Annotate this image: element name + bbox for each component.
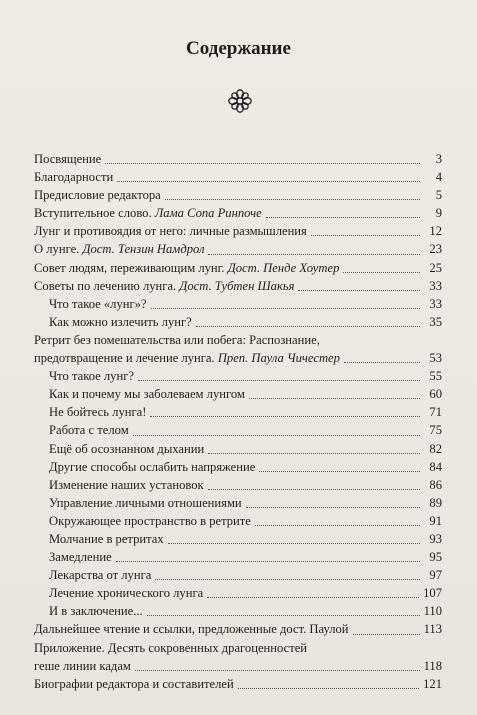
toc-entry[interactable] bbox=[34, 403, 442, 421]
dot-leader bbox=[344, 362, 420, 363]
dot-leader bbox=[311, 235, 420, 236]
toc-page-number: 95 bbox=[429, 550, 442, 565]
dot-leader bbox=[196, 326, 420, 327]
dot-leader bbox=[343, 272, 420, 273]
toc-entry[interactable] bbox=[34, 512, 442, 530]
dot-leader bbox=[266, 217, 420, 218]
dot-leader bbox=[255, 525, 420, 526]
dot-leader bbox=[208, 453, 420, 454]
toc-page-number: 3 bbox=[435, 152, 442, 166]
toc-entry[interactable] bbox=[34, 620, 442, 638]
toc-entry-text: Лечение хронического лунга bbox=[49, 586, 204, 601]
toc-page-number: 23 bbox=[429, 242, 442, 257]
toc-entry-text: Замедление bbox=[49, 550, 112, 565]
dot-leader bbox=[298, 290, 420, 291]
toc-entry[interactable] bbox=[34, 204, 442, 222]
dot-leader bbox=[208, 489, 420, 490]
toc-page-number: 60 bbox=[429, 387, 442, 402]
toc-page-number: 55 bbox=[429, 369, 442, 384]
toc-page-number: 35 bbox=[429, 314, 442, 329]
dot-leader bbox=[168, 543, 420, 544]
toc-entry[interactable] bbox=[34, 584, 442, 602]
toc-entry[interactable] bbox=[34, 259, 442, 277]
toc-entry-text: Другие способы ослабить напряжение bbox=[49, 459, 256, 474]
toc-page-number: 91 bbox=[429, 513, 442, 528]
toc-page-number: 107 bbox=[423, 586, 442, 601]
toc-entry-text: Лекарства от лунга bbox=[49, 568, 152, 583]
toc-entry-author: Преп. Паула Чичестер bbox=[217, 351, 340, 366]
toc-entry[interactable] bbox=[34, 602, 442, 620]
toc-entry-text: Что такое «лунг»? bbox=[49, 296, 147, 311]
dot-leader bbox=[117, 181, 420, 182]
toc-page-number: 9 bbox=[435, 206, 442, 221]
toc-entry-text: Лунг и противоядия от него: личные размышления bbox=[34, 224, 307, 239]
dot-leader bbox=[238, 688, 419, 689]
dot-leader bbox=[246, 507, 420, 508]
toc-entry-text: Окружающее пространство в ретрите bbox=[49, 513, 251, 528]
toc-entry-text: Предисловие редактора bbox=[34, 188, 161, 203]
toc-entry[interactable] bbox=[34, 421, 442, 439]
toc-entry-text: Благодарности bbox=[34, 170, 114, 185]
toc-page-number: 86 bbox=[429, 477, 442, 492]
toc-entry-text: Как и почему мы заболеваем лунгом bbox=[49, 387, 245, 402]
toc-entry[interactable] bbox=[34, 530, 442, 548]
toc-entry-text: Биографии редактора и составителей bbox=[34, 676, 234, 691]
toc-entry-text: Не бойтесь лунга! bbox=[49, 405, 147, 420]
toc-entry-text: Приложение. Десять сокровенных драгоценностей bbox=[34, 640, 308, 655]
toc-entry-retreat[interactable] bbox=[34, 331, 442, 367]
toc-entry[interactable] bbox=[34, 458, 442, 476]
dot-leader bbox=[150, 416, 420, 417]
toc-entry-text: Посвящение bbox=[34, 152, 102, 166]
toc-entry-biographies[interactable] bbox=[34, 675, 442, 693]
toc-entry[interactable] bbox=[34, 277, 442, 295]
toc-entry-text: Что такое лунг? bbox=[49, 369, 134, 384]
dot-leader bbox=[207, 597, 419, 598]
toc-page-number: 4 bbox=[435, 170, 442, 185]
dot-leader bbox=[165, 199, 420, 200]
toc-page-number: 5 bbox=[435, 188, 442, 203]
toc-entry-text: Молчание в ретритах bbox=[49, 531, 164, 546]
dot-leader bbox=[259, 471, 420, 472]
toc-entry-text: О лунге. bbox=[34, 242, 83, 257]
toc-page-number: 97 bbox=[429, 568, 442, 583]
toc-entry-text: Управление личными отношениями bbox=[49, 495, 242, 510]
toc-entry-text: Дальнейшее чтение и ссылки, предложенные дост. Паулой bbox=[34, 622, 349, 637]
flower-ornament-icon bbox=[227, 88, 253, 114]
toc-entry-author: Дост. Тензин Намдрол bbox=[82, 242, 205, 257]
toc-entry-author: Дост. Тубтен Шакья bbox=[179, 278, 295, 293]
toc-page-number: 82 bbox=[429, 441, 442, 456]
dot-leader bbox=[138, 380, 420, 381]
dot-leader bbox=[208, 254, 420, 255]
toc-entry[interactable] bbox=[34, 566, 442, 584]
toc-entry[interactable] bbox=[34, 186, 442, 204]
dot-leader bbox=[133, 435, 420, 436]
toc-page-number: 110 bbox=[423, 604, 442, 619]
toc-page-number: 118 bbox=[423, 658, 442, 673]
toc-entry[interactable] bbox=[34, 240, 442, 258]
toc-entry[interactable] bbox=[34, 313, 442, 331]
toc-entry-text: И в заключение... bbox=[49, 604, 143, 619]
table-of-contents bbox=[34, 150, 442, 693]
toc-entry[interactable] bbox=[34, 476, 442, 494]
toc-entry-text: Ретрит без помешательства или побега: Распознание, bbox=[34, 332, 320, 347]
toc-page-number: 93 bbox=[429, 531, 442, 546]
toc-entry[interactable] bbox=[34, 168, 442, 186]
toc-page-number: 75 bbox=[429, 423, 442, 438]
toc-entry[interactable] bbox=[34, 440, 442, 458]
toc-entry[interactable] bbox=[34, 494, 442, 512]
toc-entry-text: Ещё об осознанном дыхании bbox=[49, 441, 205, 456]
toc-entry-text: Совет людям, переживающим лунг. bbox=[34, 260, 228, 275]
toc-page-number: 71 bbox=[429, 405, 442, 420]
toc-entry-appendix[interactable] bbox=[34, 639, 442, 675]
dot-leader bbox=[155, 579, 420, 580]
toc-entry[interactable] bbox=[34, 222, 442, 240]
toc-entry[interactable] bbox=[34, 295, 442, 313]
toc-page-number: 25 bbox=[429, 260, 442, 275]
dot-leader bbox=[151, 308, 420, 309]
toc-page-number: 113 bbox=[423, 622, 442, 637]
toc-page-number: 84 bbox=[429, 459, 442, 474]
toc-entry-author: Дост. Пенде Хоутер bbox=[227, 260, 340, 275]
page-title: Содержание bbox=[186, 38, 291, 59]
toc-entry-text: Работа с телом bbox=[49, 423, 129, 438]
toc-entry-text: геше линии кадам bbox=[34, 658, 131, 673]
dot-leader bbox=[249, 398, 420, 399]
dot-leader bbox=[105, 163, 420, 164]
toc-entry-text: предотвращение и лечение лунга. bbox=[34, 351, 218, 366]
toc-page-number: 12 bbox=[429, 224, 442, 239]
toc-page-number: 121 bbox=[423, 676, 442, 691]
toc-page-number: 33 bbox=[429, 296, 442, 311]
dot-leader bbox=[135, 670, 420, 671]
toc-entry-author: Лама Сопа Ринпоче bbox=[154, 206, 262, 221]
toc-page-number: 53 bbox=[429, 351, 442, 366]
dot-leader bbox=[116, 561, 420, 562]
toc-entry-text: Вступительное слово. bbox=[34, 206, 155, 221]
toc-entry-text: Как можно излечить лунг? bbox=[49, 314, 192, 329]
dot-leader bbox=[147, 615, 420, 616]
toc-page-number: 33 bbox=[429, 278, 442, 293]
toc-entry[interactable] bbox=[34, 150, 442, 168]
toc-page-number: 89 bbox=[429, 495, 442, 510]
toc-entry[interactable] bbox=[34, 367, 442, 385]
toc-entry-text: Изменение наших установок bbox=[49, 477, 204, 492]
toc-entry[interactable] bbox=[34, 385, 442, 403]
toc-entry-text: Советы по лечению лунга. bbox=[34, 278, 180, 293]
toc-entry[interactable] bbox=[34, 548, 442, 566]
dot-leader bbox=[353, 634, 420, 635]
